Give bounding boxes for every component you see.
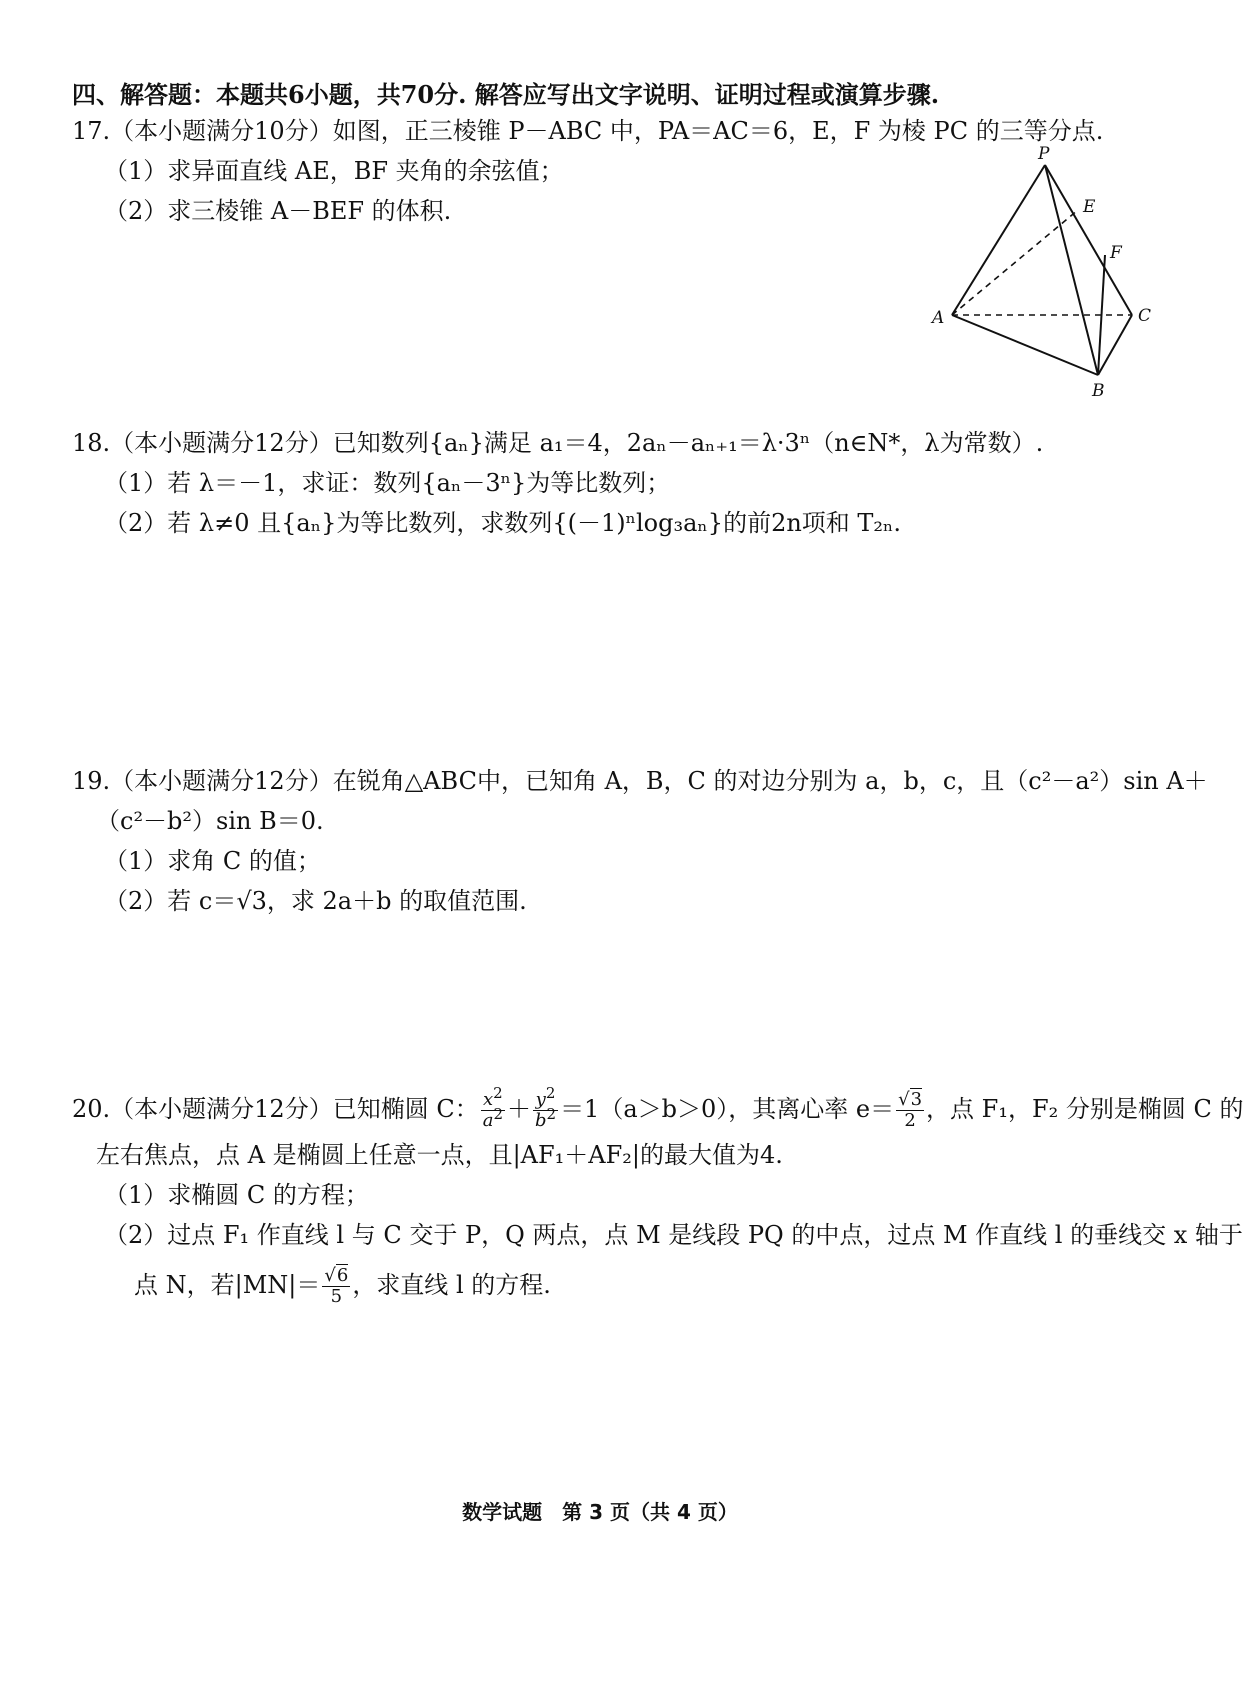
label-C: C xyxy=(1138,306,1152,326)
tetrahedron-figure xyxy=(920,144,1170,420)
label-F: F xyxy=(1110,243,1122,263)
fraction-sqrt6-over-5: $\frac{√6}{5}$ xyxy=(324,1265,349,1307)
segment-AE-hidden xyxy=(952,210,1078,315)
q20-part2-line2 xyxy=(134,1266,551,1307)
q20-stem-line1: 20.（本小题满分12分）已知椭圆 C： $\frac{x^2}{a^2}$ ＋ $\frac{y^2}{b^2}$ ＝1（a＞b＞0），其离心率 e＝ $\frac{√3}{2}$ ，点 F₁，F₂ 分别是椭圆 C 的 xyxy=(72,1084,1243,1131)
q19-stem-line2: （c²－b²）sin B＝0. xyxy=(96,807,324,835)
q18-part1: （1）若 λ＝－1，求证：数列{aₙ－3ⁿ}为等比数列； xyxy=(104,469,671,497)
q17-part1: （1）求异面直线 AE，BF 夹角的余弦值； xyxy=(104,157,564,185)
q20-part2-line1: （2）过点 F₁ 作直线 l 与 C 交于 P，Q 两点，点 M 是线段 PQ 的中点，过点 M 作直线 l 的垂线交 x 轴于 xyxy=(104,1221,1243,1249)
q20-stem-part3: ，点 F₁，F₂ 分别是椭圆 C 的 xyxy=(926,1095,1243,1123)
q19-stem-line1: 19.（本小题满分12分）在锐角△ABC中，已知角 A，B，C 的对边分别为 a，b，c，且（c²－a²）sin A＋ xyxy=(72,767,1208,795)
fraction-y2-b2: $\frac{y^2}{b^2}$ xyxy=(534,1084,557,1131)
q19-part1: （1）求角 C 的值； xyxy=(104,847,321,875)
q20-stem-part1: 20.（本小题满分12分）已知椭圆 C： xyxy=(72,1095,479,1123)
page-footer: 数学试题 第 3 页（共 4 页） xyxy=(462,1500,738,1524)
edge-AB xyxy=(952,315,1098,375)
q20-stem-line2: 左右焦点，点 A 是椭圆上任意一点，且|AF₁＋AF₂|的最大值为4. xyxy=(96,1141,783,1169)
label-P: P xyxy=(1038,144,1050,164)
q20-part2-text2: ，求直线 l 的方程. xyxy=(352,1271,551,1299)
edge-BC xyxy=(1098,315,1132,375)
q20-stem-part2: ＝1（a＞b＞0），其离心率 e＝ xyxy=(560,1095,895,1123)
section-header: 四、解答题：本题共6小题，共70分. 解答应写出文字说明、证明过程或演算步骤. xyxy=(72,80,940,109)
q20-part2-text1: 点 N，若|MN|＝ xyxy=(134,1271,321,1299)
q20-part1: （1）求椭圆 C 的方程； xyxy=(104,1181,369,1209)
edge-PA xyxy=(952,165,1045,315)
edge-PC xyxy=(1045,165,1132,315)
label-A: A xyxy=(932,308,945,328)
q18-part2: （2）若 λ≠0 且{aₙ}为等比数列，求数列{(－1)ⁿlog₃aₙ}的前2n项和 T₂ₙ. xyxy=(104,509,902,537)
q17-part2: （2）求三棱锥 A－BEF 的体积. xyxy=(104,197,452,225)
fraction-x2-a2: $\frac{x^2}{a^2}$ xyxy=(482,1084,503,1131)
q19-part2: （2）若 c＝√3，求 2a＋b 的取值范围. xyxy=(104,887,527,915)
fraction-sqrt3-over-2: $\frac{√3}{2}$ xyxy=(898,1089,923,1131)
label-B: B xyxy=(1092,381,1105,401)
label-E: E xyxy=(1083,197,1096,217)
q17-stem: 17.（本小题满分10分）如图，正三棱锥 P－ABC 中，PA＝AC＝6，E，F 为棱 PC 的三等分点. xyxy=(72,117,1104,145)
q18-stem: 18.（本小题满分12分）已知数列{aₙ}满足 a₁＝4，2aₙ－aₙ₊₁＝λ·3ⁿ（n∈N*，λ为常数）. xyxy=(72,429,1044,457)
